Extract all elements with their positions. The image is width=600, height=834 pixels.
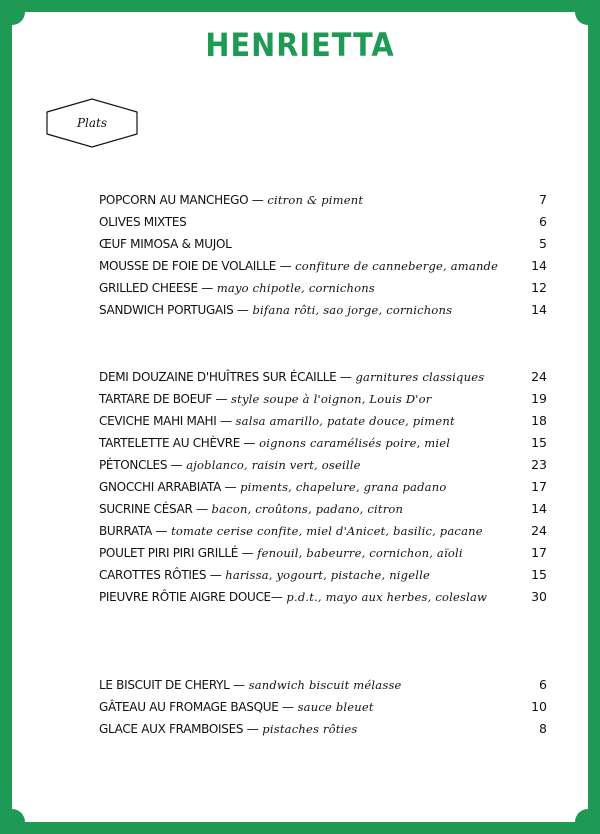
menu-item-name: POULET PIRI PIRI GRILLÉ — bbox=[99, 546, 254, 560]
menu-item-name: TARTELETTE AU CHÈVRE — bbox=[99, 436, 256, 450]
menu-item-description: piments, chapelure, grana padano bbox=[236, 480, 447, 494]
menu-item-description: oignons caramélisés poire, miel bbox=[255, 436, 451, 450]
corner-decoration bbox=[575, 809, 588, 822]
menu-item-description: pistaches rôties bbox=[258, 722, 358, 736]
menu-item-price: 23 bbox=[531, 457, 547, 472]
corner-decoration bbox=[12, 809, 25, 822]
menu-item-description: salsa amarillo, patate douce, piment bbox=[231, 414, 455, 428]
menu-item-price: 12 bbox=[531, 280, 547, 295]
menu-item-description: style soupe à l'oignon, Louis D'or bbox=[227, 392, 432, 406]
menu-item-description: confiture de canneberge, amande bbox=[291, 259, 499, 273]
menu-item-price: 6 bbox=[539, 214, 547, 229]
menu-item-name: TARTARE DE BOEUF — bbox=[99, 392, 228, 406]
menu-item-name: SUCRINE CÉSAR — bbox=[99, 502, 208, 516]
menu-item bbox=[99, 718, 547, 740]
menu-item-name: GLACE AUX FRAMBOISES — bbox=[99, 722, 259, 736]
menu-item-price: 24 bbox=[531, 369, 547, 384]
badge-label: Plats bbox=[76, 116, 108, 130]
menu-item-price: 15 bbox=[531, 567, 547, 582]
menu-item-name: POPCORN AU MANCHEGO — bbox=[99, 193, 264, 207]
menu-item bbox=[99, 564, 547, 586]
menu-item-name: SANDWICH PORTUGAIS — bbox=[99, 303, 249, 317]
menu-item-name: MOUSSE DE FOIE DE VOLAILLE — bbox=[99, 259, 292, 273]
menu-item bbox=[99, 696, 547, 718]
menu-item-price: 14 bbox=[531, 302, 547, 317]
menu-item-name: ŒUF MIMOSA & MUJOL bbox=[99, 237, 232, 251]
menu-item-price: 24 bbox=[531, 523, 547, 538]
menu-item bbox=[99, 476, 547, 498]
menu-item-description: bifana rôti, sao jorge, cornichons bbox=[248, 303, 453, 317]
menu-item-description: mayo chipotle, cornichons bbox=[212, 281, 375, 295]
menu-item bbox=[99, 255, 547, 277]
menu-item bbox=[99, 299, 547, 321]
restaurant-title: HENRIETTA bbox=[205, 26, 395, 64]
menu-item-price: 17 bbox=[531, 545, 547, 560]
corner-decoration bbox=[12, 12, 25, 25]
menu-item bbox=[99, 211, 547, 233]
menu-item bbox=[99, 674, 547, 696]
menu-item-description: sauce bleuet bbox=[293, 700, 374, 714]
menu-item-price: 19 bbox=[531, 391, 547, 406]
menu-item bbox=[99, 366, 547, 388]
menu-item-name: LE BISCUIT DE CHERYL — bbox=[99, 678, 245, 692]
menu-section-starters bbox=[99, 189, 547, 321]
menu-item-name: PIEUVRE RÔTIE AIGRE DOUCE— bbox=[99, 590, 283, 604]
menu-item-description: citron & piment bbox=[263, 193, 364, 207]
menu-item-price: 10 bbox=[531, 699, 547, 714]
menu-item-description: fenouil, babeurre, cornichon, aïoli bbox=[253, 546, 463, 560]
menu-item-name: OLIVES MIXTES bbox=[99, 215, 187, 229]
menu-item bbox=[99, 189, 547, 211]
menu-item bbox=[99, 520, 547, 542]
menu-item-price: 6 bbox=[539, 677, 547, 692]
menu-item-name: GNOCCHI ARRABIATA — bbox=[99, 480, 237, 494]
menu-item bbox=[99, 233, 547, 255]
menu-section-desserts bbox=[99, 674, 547, 740]
menu-item-description: garnitures classiques bbox=[351, 370, 485, 384]
menu-item bbox=[99, 586, 547, 608]
menu-item-description: sandwich biscuit mélasse bbox=[244, 678, 402, 692]
corner-decoration bbox=[575, 12, 588, 25]
menu-item-name: CEVICHE MAHI MAHI — bbox=[99, 414, 232, 428]
menu-item bbox=[99, 432, 547, 454]
menu-item-name: DEMI DOUZAINE D'HUÎTRES SUR ÉCAILLE — bbox=[99, 370, 352, 384]
menu-item-description: p.d.t., mayo aux herbes, coleslaw bbox=[282, 590, 488, 604]
menu-section-plates bbox=[99, 366, 547, 608]
menu-item-price: 17 bbox=[531, 479, 547, 494]
menu-item-price: 15 bbox=[531, 435, 547, 450]
menu-item-price: 14 bbox=[531, 258, 547, 273]
menu-page bbox=[12, 12, 588, 822]
menu-item-description: ajoblanco, raisin vert, oseille bbox=[182, 458, 361, 472]
menu-item bbox=[99, 410, 547, 432]
menu-item-description: harissa, yogourt, pistache, nigelle bbox=[221, 568, 431, 582]
menu-item-name: GRILLED CHEESE — bbox=[99, 281, 213, 295]
menu-item bbox=[99, 498, 547, 520]
menu-item-name: BURRATA — bbox=[99, 524, 168, 538]
menu-item-name: CAROTTES RÔTIES — bbox=[99, 568, 222, 582]
menu-item-price: 8 bbox=[539, 721, 547, 736]
section-badge bbox=[46, 98, 138, 148]
menu-item-description: bacon, croûtons, padano, citron bbox=[207, 502, 404, 516]
menu-item-price: 18 bbox=[531, 413, 547, 428]
menu-item bbox=[99, 454, 547, 476]
menu-item bbox=[99, 388, 547, 410]
menu-item-price: 14 bbox=[531, 501, 547, 516]
menu-item-price: 7 bbox=[539, 192, 547, 207]
menu-item-price: 30 bbox=[531, 589, 547, 604]
menu-item bbox=[99, 542, 547, 564]
menu-item-description: tomate cerise confite, miel d'Anicet, basilic, pacane bbox=[167, 524, 483, 538]
menu-item bbox=[99, 277, 547, 299]
menu-item-price: 5 bbox=[539, 236, 547, 251]
menu-item-name: GÂTEAU AU FROMAGE BASQUE — bbox=[99, 700, 294, 714]
menu-item-name: PÉTONCLES — bbox=[99, 458, 183, 472]
